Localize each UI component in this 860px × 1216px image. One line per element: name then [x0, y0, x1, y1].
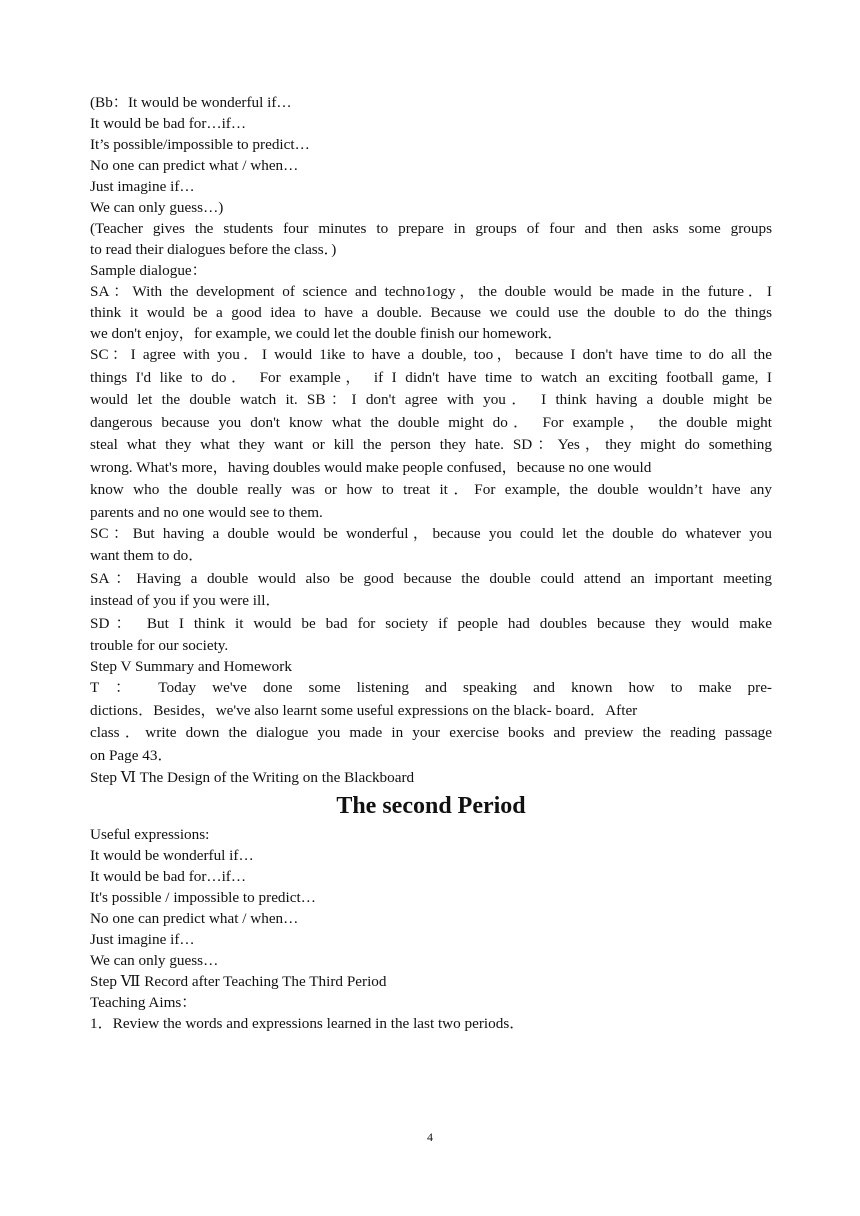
document-page [90, 92, 772, 1035]
text-line: think it would be a good idea to have a double. Because we could use the double to do the things [90, 304, 772, 321]
text-line: It would be wonderful if… [90, 846, 254, 864]
text-line: Step Ⅵ The Design of the Writing on the Blackboard [90, 769, 415, 786]
text-line: SA：Having a double would also be good because the double could attend an important meeting [90, 569, 772, 587]
text-line: to read their dialogues before the class．) [90, 241, 337, 258]
text-line: 1．Review the words and expressions learned in the last two periods． [90, 1014, 525, 1032]
body-text-after [90, 824, 772, 1036]
text-line: trouble for our society. [90, 637, 229, 654]
text-line: Sample dialogue： [90, 262, 207, 279]
text-line: know who the double really was or how to treat it．For example, the double wouldn’t have any [90, 481, 772, 498]
text-line: wrong. What's more，having doubles would make people confused，because no one would [90, 458, 652, 476]
text-line: Just imagine if… [90, 930, 195, 948]
text-line: SA：With the development of science and techno1ogy，the double would be made in the future．I [90, 283, 772, 300]
text-line: It would be bad for…if… [90, 115, 247, 132]
text-line: dangerous because you don't know what the double might do． For example， the double might [90, 413, 772, 431]
text-line: want them to do． [90, 547, 204, 564]
text-line: It’s possible/impossible to predict… [90, 136, 310, 153]
text-line: We can only guess… [90, 951, 219, 969]
text-line: steal what they what they want or kill the person they hate. SD：Yes，they might do something [90, 436, 772, 453]
body-text-before [90, 92, 772, 790]
text-line: T ： Today we've done some listening and speaking and known how to make pre- [90, 679, 772, 696]
text-line: SC：But having a double would be wonderful，because you could let the double do whatever you [90, 524, 772, 542]
text-line: (Bb：It would be wonderful if… [90, 94, 292, 111]
text-line: Useful expressions: [90, 825, 210, 843]
text-line: dictions．Besides，we've also learnt some useful expressions on the black- board．After [90, 701, 638, 719]
text-line: Step Ⅶ Record after Teaching The Third Period [90, 972, 387, 990]
text-line: SD： But I think it would be bad for society if people had doubles because they would make [90, 614, 772, 632]
text-line: Teaching Aims： [90, 993, 197, 1011]
text-line: things I'd like to do． For example， if I didn't have time to watch an exciting football game, I [90, 368, 772, 386]
text-line: we don't enjoy，for example, we could let the double finish our homework． [90, 325, 563, 342]
text-line: parents and no one would see to them. [90, 503, 323, 521]
text-line: No one can predict what / when… [90, 909, 299, 927]
text-line: class．write down the dialogue you made in your exercise books and preview the reading passage [90, 724, 772, 741]
text-line: Just imagine if… [90, 178, 195, 195]
text-line: SC：I agree with you．I would 1ike to have a double, too，because I don't have time to do all the [90, 346, 772, 363]
text-line: would let the double watch it. SB：I don't agree with you． I think having a double might be [90, 391, 772, 408]
text-line: We can only guess…) [90, 199, 224, 216]
text-line: (Teacher gives the students four minutes to prepare in groups of four and then asks some groups [90, 220, 772, 237]
text-line: on Page 43． [90, 746, 173, 764]
text-line: It's possible / impossible to predict… [90, 888, 316, 906]
page-number: 4 [427, 1130, 433, 1144]
text-line: No one can predict what / when… [90, 157, 299, 174]
text-line: Step V Summary and Homework [90, 658, 292, 675]
text-line: It would be bad for…if… [90, 867, 247, 885]
text-line: instead of you if you were ill． [90, 592, 281, 609]
section-title: The second Period [336, 792, 526, 819]
